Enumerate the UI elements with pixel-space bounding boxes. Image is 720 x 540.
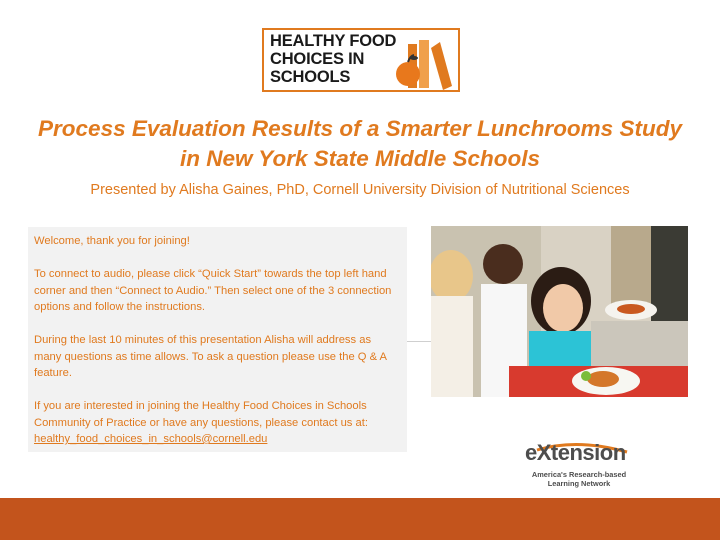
- apple-and-books-icon: [394, 34, 454, 90]
- divider-line: [407, 341, 431, 342]
- healthy-food-choices-logo: [262, 28, 460, 92]
- welcome-text: Welcome, thank you for joining!: [34, 235, 190, 247]
- title-line-1: Process Evaluation Results of a Smarter Lunchrooms Study: [38, 116, 682, 141]
- logo-text: [270, 32, 396, 86]
- contact-email-link[interactable]: healthy_food_choices_in_schools@cornell.edu: [34, 433, 268, 445]
- community-text: If you are interested in joining the Healthy Food Choices in Schools Community of Practice or have any questions, please contact us at:: [34, 400, 368, 429]
- logo-line-2: CHOICES IN: [270, 50, 365, 68]
- extension-logo: [517, 440, 647, 496]
- footer-bar: [0, 498, 720, 540]
- welcome-info-box: [28, 227, 407, 452]
- logo-line-3: SCHOOLS: [270, 68, 351, 86]
- extension-tagline-2: Learning Network: [547, 479, 611, 488]
- extension-wordmark: eXtension: [525, 440, 626, 465]
- lunchroom-children-photo: [431, 226, 688, 397]
- questions-instructions: During the last 10 minutes of this presentation Alisha will address as many questions as time allows. To ask a question please use the Q & A feature.: [34, 334, 387, 379]
- audio-instructions: To connect to audio, please click “Quick Start” towards the top left hand corner and then “Connect to Audio.” Then select one of the 3 connection options and follow the instructions.: [34, 268, 392, 313]
- community-contact: [34, 398, 401, 448]
- extension-tagline-1: America's Research-based: [531, 470, 627, 479]
- presenter-subtitle: Presented by Alisha Gaines, PhD, Cornell University Division of Nutritional Sciences: [90, 182, 630, 198]
- extension-tagline: [527, 470, 631, 488]
- title-line-2: in New York State Middle Schools: [179, 146, 541, 171]
- logo-line-1: HEALTHY FOOD: [270, 32, 397, 50]
- presentation-title: [0, 114, 720, 174]
